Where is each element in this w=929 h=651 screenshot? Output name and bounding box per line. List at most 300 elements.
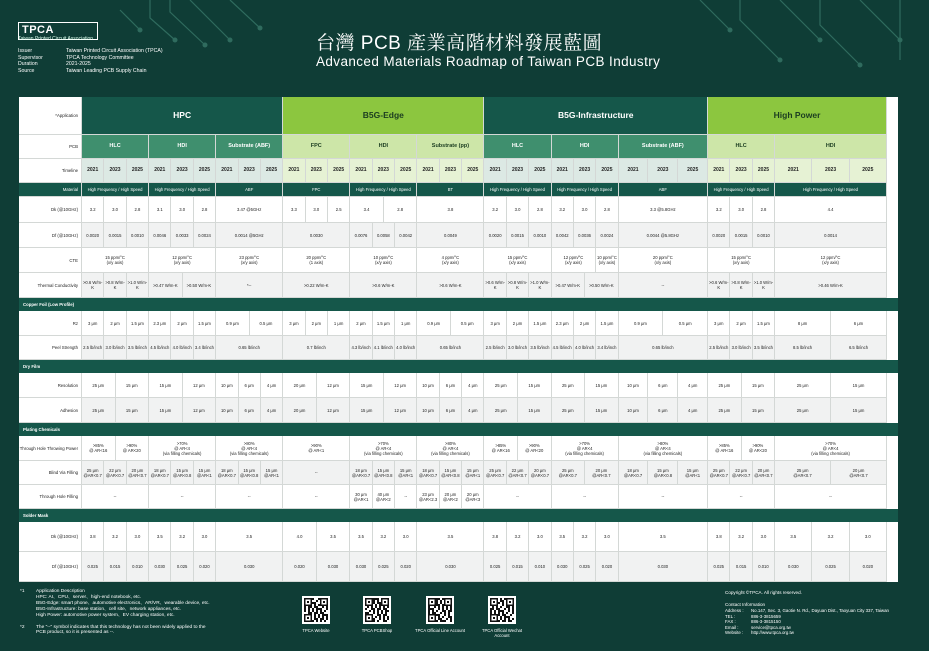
value-cell-thf: -- [283, 485, 350, 509]
row-label-thp: Through Hole Throwing Power [19, 436, 82, 461]
value-cell-dk: 3.0 [574, 197, 596, 223]
value-cell-peel: 2.5 lb/inch [82, 336, 104, 360]
value-cell-peel: 4.3 lb/inch [350, 336, 372, 360]
qr-code[interactable] [363, 596, 391, 624]
material-cell: BT [417, 183, 484, 197]
contact-title: Contact Information [725, 602, 766, 607]
value-cell-resolution: 20 μm [283, 373, 317, 398]
value-cell-adhesion: 15 μm [350, 398, 384, 423]
value-cell-rz: 2 μm [104, 311, 126, 336]
value-cell-sm_dk: 4.0 [283, 522, 317, 552]
value-cell-sm_dk: 3.2 [373, 522, 395, 552]
value-cell-resolution: 6 μm [648, 373, 678, 398]
value-cell-sm_df: 0.030 [350, 552, 372, 582]
value-cell-adhesion: 15 μm [116, 398, 150, 423]
value-cell-thermal: -- [619, 273, 708, 298]
contact-value: No.147, Sec. 3, Gaotie N. Rd., Dayuan Dist., Taoyuan City 337, Taiwan [751, 608, 889, 613]
pcb-type: HLC [484, 135, 551, 159]
value-cell-bvf: 25 μm @AR<0.7 [708, 461, 730, 485]
value-cell-rz: 0.9 μm [216, 311, 250, 336]
value-cell-bvf: 20 μm @AR<0.7 [585, 461, 619, 485]
value-cell-dk: 2.8 [596, 197, 618, 223]
value-cell-sm_dk: 3.2 [171, 522, 193, 552]
value-cell-bvf: 22 μm @AR<0.7 [730, 461, 752, 485]
qr-code[interactable] [488, 596, 516, 624]
value-cell-df: 0.0010 [127, 223, 149, 248]
logo-subtitle: Taiwan Printed Circuit Association [18, 36, 94, 42]
value-cell-peel: 3.0 lb/inch [104, 336, 126, 360]
value-cell-cte: 12 ppm/°C (x/y axis) [552, 248, 597, 273]
value-cell-thermal: *-- [216, 273, 283, 298]
value-cell-resolution: 6 μm [440, 373, 462, 398]
pcb-type: Substrate (ABF) [216, 135, 283, 159]
value-cell-dk: 3.0 [507, 197, 529, 223]
value-cell-dk: 2.8 [194, 197, 216, 223]
value-cell-sm_df: 0.025 [484, 552, 506, 582]
issuer-info [18, 48, 163, 74]
value-cell-resolution: 15 μm [742, 373, 776, 398]
section-header-copper: Copper Foil (Low Profile) [19, 298, 898, 311]
pcb-type: HLC [82, 135, 149, 159]
value-cell-thermal: >0.46 W/m-K [775, 273, 887, 298]
value-cell-peel: 0.65 lb/inch [619, 336, 708, 360]
timeline-year: 2023 [574, 159, 596, 183]
value-cell-sm_df: 0.025 [812, 552, 849, 582]
value-cell-thp: >90% @ AR<20 [742, 436, 776, 461]
value-cell-bvf: 15 μm @AR<0.8 [171, 461, 193, 485]
value-cell-thf: -- [395, 485, 417, 509]
value-cell-rz: 3 μm [484, 311, 506, 336]
value-cell-rz: 2 μm [730, 311, 752, 336]
value-cell-sm_dk: 3.2 [730, 522, 752, 552]
value-cell-sm_dk: 3.5 [216, 522, 283, 552]
value-cell-bvf: 15 μm @AR<1 [395, 461, 417, 485]
value-cell-thf: -- [619, 485, 708, 509]
value-cell-peel: 4.1 lb/inch [373, 336, 395, 360]
value-cell-peel: 3.4 lb/inch [194, 336, 216, 360]
value-cell-sm_dk: 3.5 [417, 522, 484, 552]
value-cell-peel: 4.5 lb/inch [552, 336, 574, 360]
row-label-dk: Dk (@10GHz) [19, 197, 82, 223]
value-cell-adhesion: 15 μm [149, 398, 183, 423]
value-cell-adhesion: 10 μm [417, 398, 439, 423]
row-label-thf: Through Hole Filling [19, 485, 82, 509]
timeline-year: 2025 [127, 159, 149, 183]
meta-key: Supervisor [18, 54, 43, 61]
value-cell-df: 0.0015 [104, 223, 126, 248]
value-cell-thp: >90% @ AR<20 [518, 436, 552, 461]
value-cell-df: 0.0044 @5.8GHz [619, 223, 708, 248]
value-cell-thf: -- [149, 485, 216, 509]
value-cell-df: 0.0076 [350, 223, 372, 248]
row-label-thermal: Thermal Conductivity [19, 273, 82, 298]
value-cell-bvf: 15 μm @AR<1 [678, 461, 708, 485]
value-cell-df: 0.0020 [484, 223, 506, 248]
value-cell-thp: >80% @ AR<4 (via filling chemicals) [619, 436, 708, 461]
value-cell-bvf: 20 μm @AR<0.7 [529, 461, 551, 485]
value-cell-bvf: 22 μm @AR<0.7 [104, 461, 126, 485]
row-label-peel: Peel Strength [19, 336, 82, 360]
value-cell-sm_df: 0.030 [417, 552, 484, 582]
timeline-year: 2021 [775, 159, 812, 183]
value-cell-sm_dk: 3.5 [317, 522, 351, 552]
value-cell-resolution: 10 μm [619, 373, 649, 398]
meta-row [18, 48, 163, 55]
qr-label: TPCA PCBShop [361, 628, 393, 633]
value-cell-sm_dk: 3.8 [82, 522, 104, 552]
value-cell-peel: 3.5 lb/inch [753, 336, 775, 360]
value-cell-thermal: >0.22 W/m-K [283, 273, 350, 298]
value-cell-dk: 2.8 [753, 197, 775, 223]
value-cell-bvf: 25 μm @AR<0.7 [484, 461, 506, 485]
value-cell-sm_df: 0.020 [395, 552, 417, 582]
value-cell-bvf: 15 μm @AR<0.8 [239, 461, 261, 485]
value-cell-adhesion: 10 μm [619, 398, 649, 423]
value-cell-thermal: >1.0 W/m-K [753, 273, 775, 298]
qr-code[interactable] [426, 596, 454, 624]
timeline-year: 2023 [648, 159, 678, 183]
value-cell-sm_dk: 3.5 [619, 522, 708, 552]
value-cell-dk: 2.8 [127, 197, 149, 223]
note-text [36, 589, 210, 619]
value-cell-df: 0.0020 [82, 223, 104, 248]
timeline-year: 2023 [306, 159, 328, 183]
value-cell-rz: 0.5 μm [663, 311, 708, 336]
value-cell-dk: 3.2 [82, 197, 104, 223]
value-cell-resolution: 15 μm [831, 373, 887, 398]
value-cell-adhesion: 6 μm [648, 398, 678, 423]
value-cell-thf: 20 μm @AR<3 [462, 485, 484, 509]
value-cell-dk: 3.3 [283, 197, 305, 223]
value-cell-bvf: 15 μm @AR<1 [261, 461, 283, 485]
timeline-year: 2023 [171, 159, 193, 183]
value-cell-sm_dk: 3.0 [395, 522, 417, 552]
material-cell: ABF [619, 183, 708, 197]
value-cell-sm_df: 0.025 [373, 552, 395, 582]
value-cell-cte: 15 ppm/°C (x/y axis) [708, 248, 775, 273]
value-cell-peel: 3.5 lb/inch [529, 336, 551, 360]
value-cell-resolution: 12 μm [384, 373, 418, 398]
value-cell-df: 0.0042 [395, 223, 417, 248]
row-label-sm_df: Df (@10GHz) [19, 552, 82, 582]
value-cell-thermal: >0.6 W/m-K [484, 273, 506, 298]
value-cell-df: 0.0024 [194, 223, 216, 248]
value-cell-thermal: >0.8 W/m-K [730, 273, 752, 298]
row-label-resolution: Resolution [19, 373, 82, 398]
value-cell-df: 0.0058 [373, 223, 395, 248]
value-cell-sm_dk: 3.0 [127, 522, 149, 552]
value-cell-rz: 2.3 μm [552, 311, 574, 336]
pcb-type: Substrate (ABF) [619, 135, 708, 159]
value-cell-peel: 3.5 lb/inch [127, 336, 149, 360]
value-cell-rz: 1 μm [328, 311, 350, 336]
row-label-pcb: PCB [19, 135, 82, 159]
value-cell-rz: 2 μm [507, 311, 529, 336]
row-label-adhesion: Adhesion [19, 398, 82, 423]
timeline-year: 2025 [395, 159, 417, 183]
contact-key: Address : [725, 608, 744, 613]
value-cell-sm_dk: 3.5 [149, 522, 171, 552]
pcb-type: HDI [775, 135, 887, 159]
value-cell-peel: 2.5 lb/inch [708, 336, 730, 360]
value-cell-rz: 1.5 μm [529, 311, 551, 336]
timeline-year: 2023 [440, 159, 462, 183]
value-cell-resolution: 25 μm [484, 373, 518, 398]
value-cell-sm_dk: 3.0 [753, 522, 775, 552]
meta-value: 2021-2025 [66, 61, 91, 68]
value-cell-adhesion: 4 μm [462, 398, 484, 423]
value-cell-peel: 6.5 lb/inch [831, 336, 887, 360]
material-cell: High Frequency / High Speed [82, 183, 149, 197]
value-cell-dk: 3.0 [306, 197, 328, 223]
value-cell-rz: 0.5 μm [250, 311, 284, 336]
value-cell-thf: -- [708, 485, 775, 509]
value-cell-df: 0.0046 [149, 223, 171, 248]
value-cell-dk: 3.3 @5.8GHz [619, 197, 708, 223]
timeline-year: 2025 [850, 159, 887, 183]
value-cell-adhesion: 12 μm [384, 398, 418, 423]
value-cell-thf: 20 μm @AR<2 [440, 485, 462, 509]
value-cell-bvf: 18 μm @AR<0.7 [350, 461, 372, 485]
value-cell-thf: -- [216, 485, 283, 509]
value-cell-peel: 4.0 lb/inch [574, 336, 596, 360]
value-cell-thf: -- [82, 485, 149, 509]
note-text [36, 625, 206, 637]
value-cell-df: 0.0036 [574, 223, 596, 248]
value-cell-resolution: 15 μm [518, 373, 552, 398]
value-cell-cte: 23 ppm/°C (x/y axis) [216, 248, 283, 273]
value-cell-bvf: 18 μm @AR<0.7 [216, 461, 238, 485]
timeline-year: 2025 [261, 159, 283, 183]
value-cell-peel: 3.4 lb/inch [596, 336, 618, 360]
value-cell-adhesion: 12 μm [317, 398, 351, 423]
value-cell-peel: 2.5 lb/inch [484, 336, 506, 360]
pcb-type: FPC [283, 135, 350, 159]
value-cell-thp: >70% @ AR<4 (via filling chemicals) [775, 436, 887, 461]
row-label-cte: CTE [19, 248, 82, 273]
value-cell-thermal: >0.8 W/m-K [507, 273, 529, 298]
value-cell-resolution: 4 μm [462, 373, 484, 398]
value-cell-dk: 3.2 [708, 197, 730, 223]
timeline-year: 2021 [149, 159, 171, 183]
value-cell-thermal: >0.6 W/m-K [350, 273, 417, 298]
title-english: Advanced Materials Roadmap of Taiwan PCB Industry [316, 54, 661, 69]
value-cell-adhesion: 4 μm [261, 398, 283, 423]
value-cell-thermal: >0.6 W/m-K [708, 273, 730, 298]
value-cell-adhesion: 25 μm [775, 398, 831, 423]
row-label-timeline: Timeline [19, 159, 82, 183]
value-cell-bvf: 18 μm @AR<0.7 [149, 461, 171, 485]
application-group: High Power [708, 97, 887, 135]
roadmap-table [19, 97, 898, 582]
footer-line: B5G-Infrastructure: base station、cell site、network appliances, etc. [36, 606, 182, 612]
footer-line: B5G-Edge: smart phone、automotive electronics、AR/VR、wearable device, etc. [36, 600, 210, 606]
value-cell-sm_dk: 3.0 [596, 522, 618, 552]
value-cell-sm_df: 0.010 [127, 552, 149, 582]
value-cell-sm_df: 0.025 [574, 552, 596, 582]
value-cell-dk: 3.47 @5GHz [216, 197, 283, 223]
value-cell-dk: 4.4 [775, 197, 887, 223]
value-cell-resolution: 4 μm [261, 373, 283, 398]
value-cell-dk: 3.0 [104, 197, 126, 223]
timeline-year: 2021 [82, 159, 104, 183]
value-cell-df: 0.0014 [775, 223, 887, 248]
timeline-year: 2021 [283, 159, 305, 183]
value-cell-thermal: >0.47 W/m-K [552, 273, 586, 298]
value-cell-rz: 3 μm [82, 311, 104, 336]
value-cell-sm_df: 0.020 [596, 552, 618, 582]
value-cell-thf: -- [552, 485, 619, 509]
value-cell-sm_df: 0.025 [708, 552, 730, 582]
application-group: B5G-Edge [283, 97, 484, 135]
qr-label: TPCA Official Line Account [415, 628, 465, 633]
value-cell-rz: 2 μm [574, 311, 596, 336]
value-cell-peel: 0.7 lb/inch [283, 336, 350, 360]
qr-label: TPCA Official Wechat Account [481, 628, 523, 638]
value-cell-peel: 4.5 lb/inch [149, 336, 171, 360]
timeline-year: 2023 [507, 159, 529, 183]
timeline-year: 2023 [104, 159, 126, 183]
value-cell-thp: >80% @ AR<4 (via filling chemicals) [216, 436, 283, 461]
value-cell-resolution: 15 μm [585, 373, 619, 398]
value-cell-resolution: 25 μm [82, 373, 116, 398]
value-cell-dk: 3.2 [484, 197, 506, 223]
meta-key: Duration [18, 61, 38, 68]
application-group: HPC [82, 97, 283, 135]
timeline-year: 2021 [484, 159, 506, 183]
value-cell-dk: 3.4 [350, 197, 384, 223]
value-cell-sm_dk: 3.5 [775, 522, 812, 552]
qr-code[interactable] [302, 596, 330, 624]
value-cell-bvf: 15 μm @AR<1 [194, 461, 216, 485]
value-cell-thp: >80% @ AR<4 (via filling chemicals) [417, 436, 484, 461]
value-cell-rz: 8 μm [775, 311, 831, 336]
row-label-bvf: Blind Via Filling [19, 461, 82, 485]
value-cell-thf: -- [775, 485, 887, 509]
value-cell-thf: -- [484, 485, 551, 509]
contact-row [725, 630, 794, 636]
material-cell: High Frequency / High Speed [552, 183, 619, 197]
value-cell-sm_dk: 3.5 [552, 522, 574, 552]
value-cell-sm_df: 0.025 [82, 552, 104, 582]
timeline-year: 2021 [552, 159, 574, 183]
value-cell-resolution: 15 μm [116, 373, 150, 398]
value-cell-rz: 0.5 μm [451, 311, 485, 336]
material-cell: High Frequency / High Speed [708, 183, 775, 197]
row-label-application: *Application [19, 97, 82, 135]
material-cell: FPC [283, 183, 350, 197]
value-cell-rz: 1.5 μm [753, 311, 775, 336]
value-cell-rz: 1.5 μm [596, 311, 618, 336]
value-cell-sm_dk: 3.2 [574, 522, 596, 552]
value-cell-bvf: 20 μm @AR<0.7 [831, 461, 887, 485]
value-cell-rz: 1.5 μm [127, 311, 149, 336]
value-cell-bvf: 15 μm @AR<0.8 [440, 461, 462, 485]
value-cell-dk: 3.2 [552, 197, 574, 223]
footer-line: HPC: AI、CPU、server、high-end notebook, etc. [36, 594, 142, 600]
value-cell-cte: 12 ppm/°C (x/y axis) [775, 248, 887, 273]
value-cell-bvf: 22 μm @AR<0.7 [507, 461, 529, 485]
value-cell-rz: 1 μm [395, 311, 417, 336]
value-cell-thf: 30 μm @AR<1 [350, 485, 372, 509]
value-cell-cte: 20 ppm/°C (1 axis) [283, 248, 350, 273]
value-cell-df: 0.0033 [171, 223, 193, 248]
value-cell-bvf: -- [283, 461, 350, 485]
value-cell-thf: 23 μm @AR<2.3 [417, 485, 439, 509]
value-cell-sm_df: 0.020 [850, 552, 887, 582]
material-cell: High Frequency / High Speed [149, 183, 216, 197]
value-cell-adhesion: 15 μm [518, 398, 552, 423]
value-cell-sm_dk: 3.2 [812, 522, 849, 552]
value-cell-cte: 4 ppm/°C (x/y axis) [417, 248, 484, 273]
value-cell-rz: 2.3 μm [149, 311, 171, 336]
row-label-df: Df (@10GHz) [19, 223, 82, 248]
note-mark: *1 [20, 589, 25, 594]
meta-row [18, 61, 163, 68]
value-cell-rz: 3 μm [283, 311, 305, 336]
value-cell-cte: 15 ppm/°C (x/y axis) [484, 248, 551, 273]
value-cell-sm_df: 0.020 [283, 552, 317, 582]
value-cell-peel: 4.0 lb/inch [395, 336, 417, 360]
value-cell-rz: 6 μm [831, 311, 887, 336]
value-cell-resolution: 25 μm [708, 373, 742, 398]
contact-key: FAX : [725, 619, 736, 625]
section-header-soldermask: Solder Mask [19, 509, 898, 522]
value-cell-sm_df: 0.010 [529, 552, 551, 582]
value-cell-sm_df: 0.030 [619, 552, 708, 582]
copyright: Copyright ©TPCA. All rights reserved. [725, 590, 802, 595]
value-cell-sm_df: 0.025 [171, 552, 193, 582]
value-cell-dk: 3.8 [417, 197, 484, 223]
value-cell-thp: >70% @ AR<4 (via filling chemicals) [552, 436, 619, 461]
value-cell-dk: 3.0 [171, 197, 193, 223]
material-cell: High Frequency / High Speed [484, 183, 551, 197]
value-cell-df: 0.0020 [708, 223, 730, 248]
contact-value[interactable]: http://www.tpca.org.tw [751, 630, 794, 636]
value-cell-thermal: >0.6 W/m-K [417, 273, 484, 298]
value-cell-resolution: 10 μm [417, 373, 439, 398]
value-cell-cte: 10 ppm/°C (x/y axis) [350, 248, 417, 273]
value-cell-thp: >70% @ AR<4 (via filling chemicals) [350, 436, 417, 461]
value-cell-bvf: 15 μm @AR<0.8 [648, 461, 678, 485]
contact-value[interactable]: service@tpca.org.tw [751, 624, 791, 630]
timeline-year: 2021 [708, 159, 730, 183]
value-cell-thermal: >0.47 W/m-K [149, 273, 183, 298]
timeline-year: 2025 [753, 159, 775, 183]
timeline-year: 2023 [730, 159, 752, 183]
value-cell-dk: 3.0 [730, 197, 752, 223]
value-cell-thermal: >1.0 W/m-K [529, 273, 551, 298]
value-cell-sm_dk: 3.5 [350, 522, 372, 552]
material-cell: High Frequency / High Speed [775, 183, 887, 197]
meta-value: TPCA Technology Committee [66, 54, 134, 61]
value-cell-rz: 0.9 μm [619, 311, 664, 336]
pcb-type: HLC [708, 135, 775, 159]
pcb-type: HDI [552, 135, 619, 159]
value-cell-bvf: 25 μm @AR<0.7 [775, 461, 831, 485]
value-cell-adhesion: 25 μm [484, 398, 518, 423]
row-label-material: Material [19, 183, 82, 197]
value-cell-sm_dk: 3.0 [529, 522, 551, 552]
value-cell-sm_dk: 3.2 [104, 522, 126, 552]
meta-value: Taiwan Leading PCB Supply Chain [66, 67, 147, 74]
timeline-year: 2021 [417, 159, 439, 183]
value-cell-cte: 20 ppm/°C (x/y axis) [619, 248, 708, 273]
value-cell-resolution: 25 μm [775, 373, 831, 398]
value-cell-peel: 8.5 lb/inch [775, 336, 831, 360]
value-cell-adhesion: 6 μm [239, 398, 261, 423]
value-cell-rz: 2 μm [171, 311, 193, 336]
